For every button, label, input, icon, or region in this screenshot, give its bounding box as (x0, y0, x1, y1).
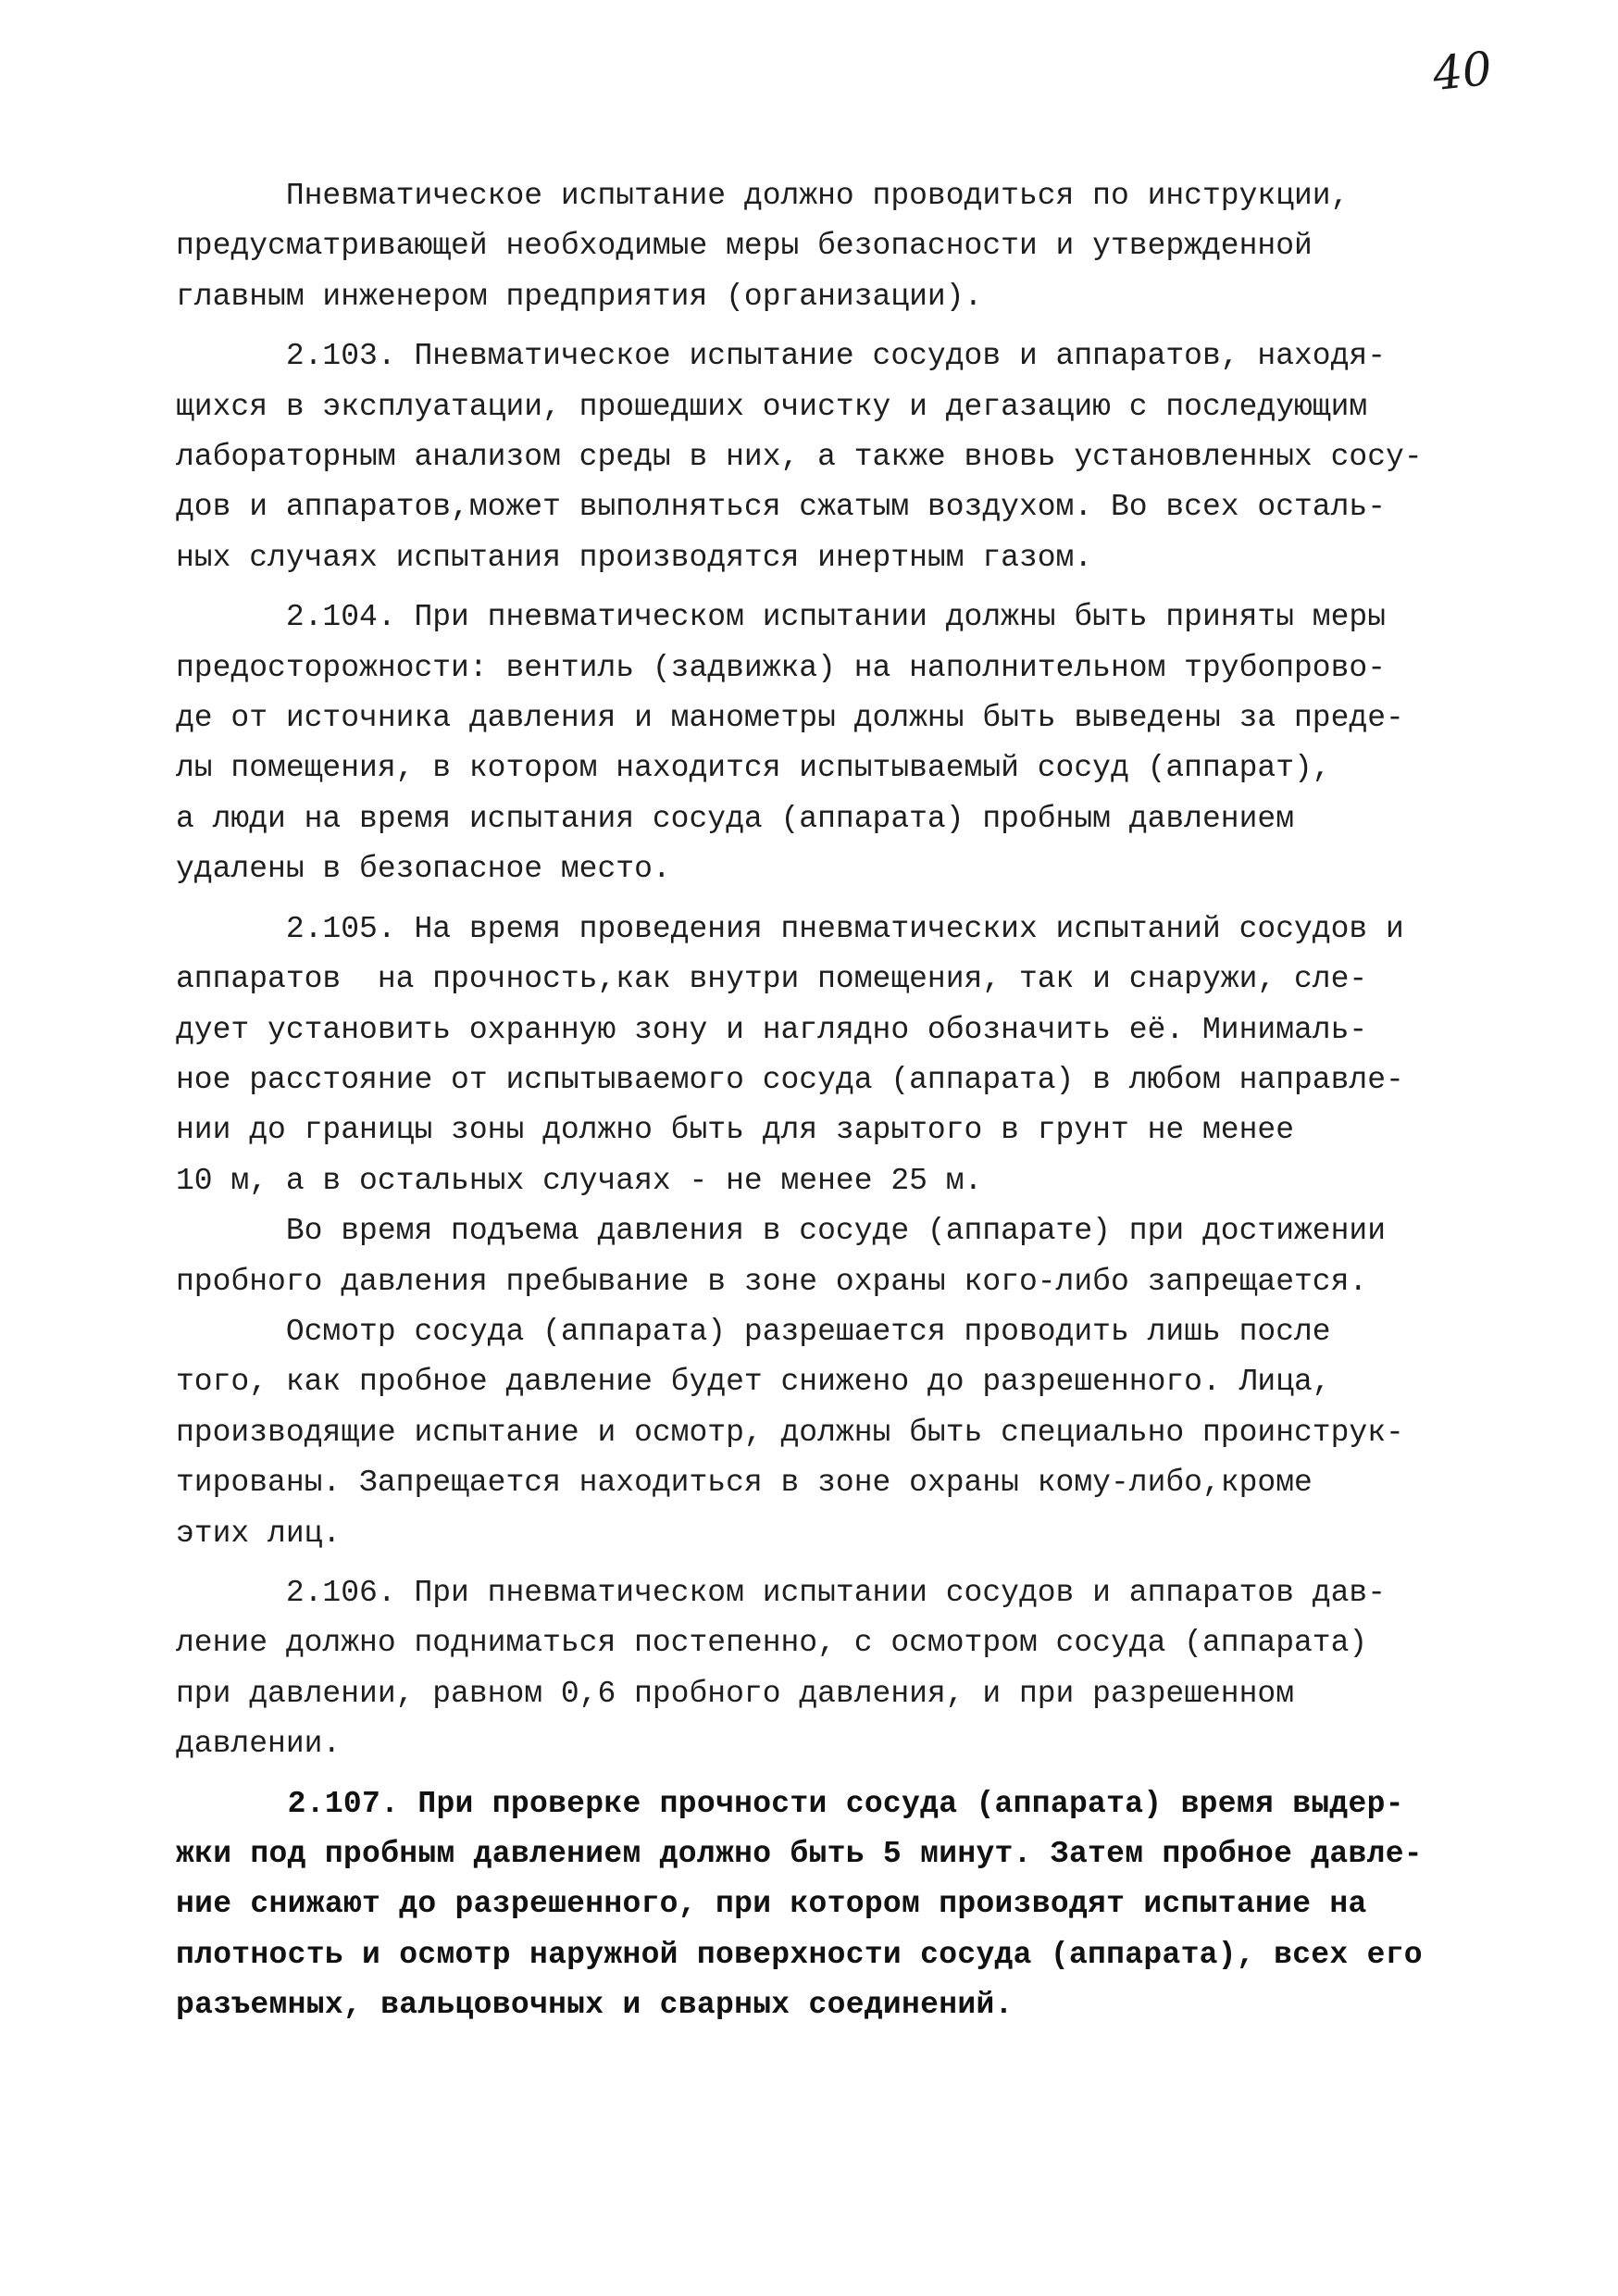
text-line: 2.107. При проверке прочности сосуда (аппарата) время выдер- (176, 1786, 1404, 1821)
paragraph-gap (176, 895, 1523, 905)
paragraph-p-2-103 (176, 331, 1523, 583)
text-line: тированы. Запрещается находиться в зоне охраны кому-либо,кроме (176, 1466, 1313, 1501)
text-line: ние снижают до разрешенного, при котором производят испытание на (176, 1887, 1367, 1922)
text-line: лабораторным анализом среды в них, а также вновь установленных сосу- (176, 440, 1423, 475)
document-body (176, 171, 1523, 2031)
text-line: жки под пробным давлением должно быть 5 минут. Затем пробное давле- (176, 1837, 1423, 1871)
paragraph-gap (176, 1770, 1523, 1779)
text-line: пробного давления пребывание в зоне охраны кого-либо запрещается. (176, 1264, 1368, 1299)
text-line: ное расстояние от испытываемого сосуда (аппарата) в любом направле- (176, 1062, 1404, 1097)
text-line: Пневматическое испытание должно проводиться по инструкции, (176, 179, 1350, 213)
text-line: а люди на время испытания сосуда (аппарата) пробным давлением (176, 801, 1294, 836)
text-line: Осмотр сосуда (аппарата) разрешается проводить лишь после (176, 1314, 1331, 1349)
paragraph-p-2-107 (176, 1779, 1523, 2031)
page-number: 40 (1430, 41, 1495, 102)
text-line: ление должно подниматься постепенно, с осмотром сосуда (аппарата) (176, 1626, 1368, 1661)
paragraph-intro (176, 171, 1523, 322)
paragraph-p-2-105-b (176, 1206, 1523, 1307)
text-line: плотность и осмотр наружной поверхности сосуда (аппарата), всех его (176, 1937, 1423, 1972)
text-line: щихся в эксплуатации, прошедших очистку и дегазацию с последующим (176, 389, 1368, 424)
text-line: удалены в безопасное место. (176, 852, 671, 887)
text-line: дов и аппаратов,может выполняться сжатым воздухом. Во всех осталь- (176, 490, 1387, 525)
paragraph-gap (176, 583, 1523, 593)
paragraph-p-2-104 (176, 593, 1523, 894)
text-line: дует установить охранную зону и наглядно обозначить её. Минималь- (176, 1012, 1368, 1047)
text-line: ных случаях испытания производятся инертным газом. (176, 540, 1093, 575)
text-line: этих лиц. (176, 1516, 342, 1551)
text-line: аппаратов на прочность,как внутри помещения, так и снаружи, сле- (176, 962, 1368, 997)
paragraph-p-2-105-c (176, 1307, 1523, 1559)
text-line: 2.104. При пневматическом испытании должны быть приняты меры (176, 600, 1387, 635)
text-line: 2.103. Пневматическое испытание сосудов и аппаратов, находя- (176, 339, 1387, 374)
paragraph-p-2-106 (176, 1568, 1523, 1770)
text-line: 10 м, а в остальных случаях - не менее 25 м. (176, 1163, 983, 1198)
paragraph-gap (176, 322, 1523, 331)
text-line: предосторожности: вентиль (задвижка) на наполнительном трубопрово- (176, 650, 1387, 685)
paragraph-gap (176, 1559, 1523, 1568)
text-line: 2.106. При пневматическом испытании сосудов и аппаратов дав- (176, 1575, 1387, 1610)
text-line: предусматривающей необходимые меры безопасности и утвержденной (176, 229, 1313, 264)
text-line: 2.105. На время проведения пневматических испытаний сосудов и (176, 911, 1404, 946)
text-line: нии до границы зоны должно быть для зарытого в грунт не менее (176, 1113, 1294, 1148)
text-line: Во время подъема давления в сосуде (аппарате) при достижении (176, 1214, 1387, 1249)
text-line: производящие испытание и осмотр, должны быть специально проинструк- (176, 1415, 1404, 1450)
text-line: разъемных, вальцовочных и сварных соединений. (176, 1988, 1014, 2023)
text-line: де от источника давления и манометры должны быть выведены за преде- (176, 701, 1404, 736)
text-line: давлении. (176, 1727, 342, 1762)
text-line: главным инженером предприятия (организации). (176, 279, 983, 314)
text-line: при давлении, равном 0,6 пробного давления, и при разрешенном (176, 1676, 1294, 1711)
text-line: лы помещения, в котором находится испытываемый сосуд (аппарат), (176, 751, 1331, 786)
paragraph-p-2-105 (176, 905, 1523, 1206)
text-line: того, как пробное давление будет снижено до разрешенного. Лица, (176, 1365, 1331, 1400)
